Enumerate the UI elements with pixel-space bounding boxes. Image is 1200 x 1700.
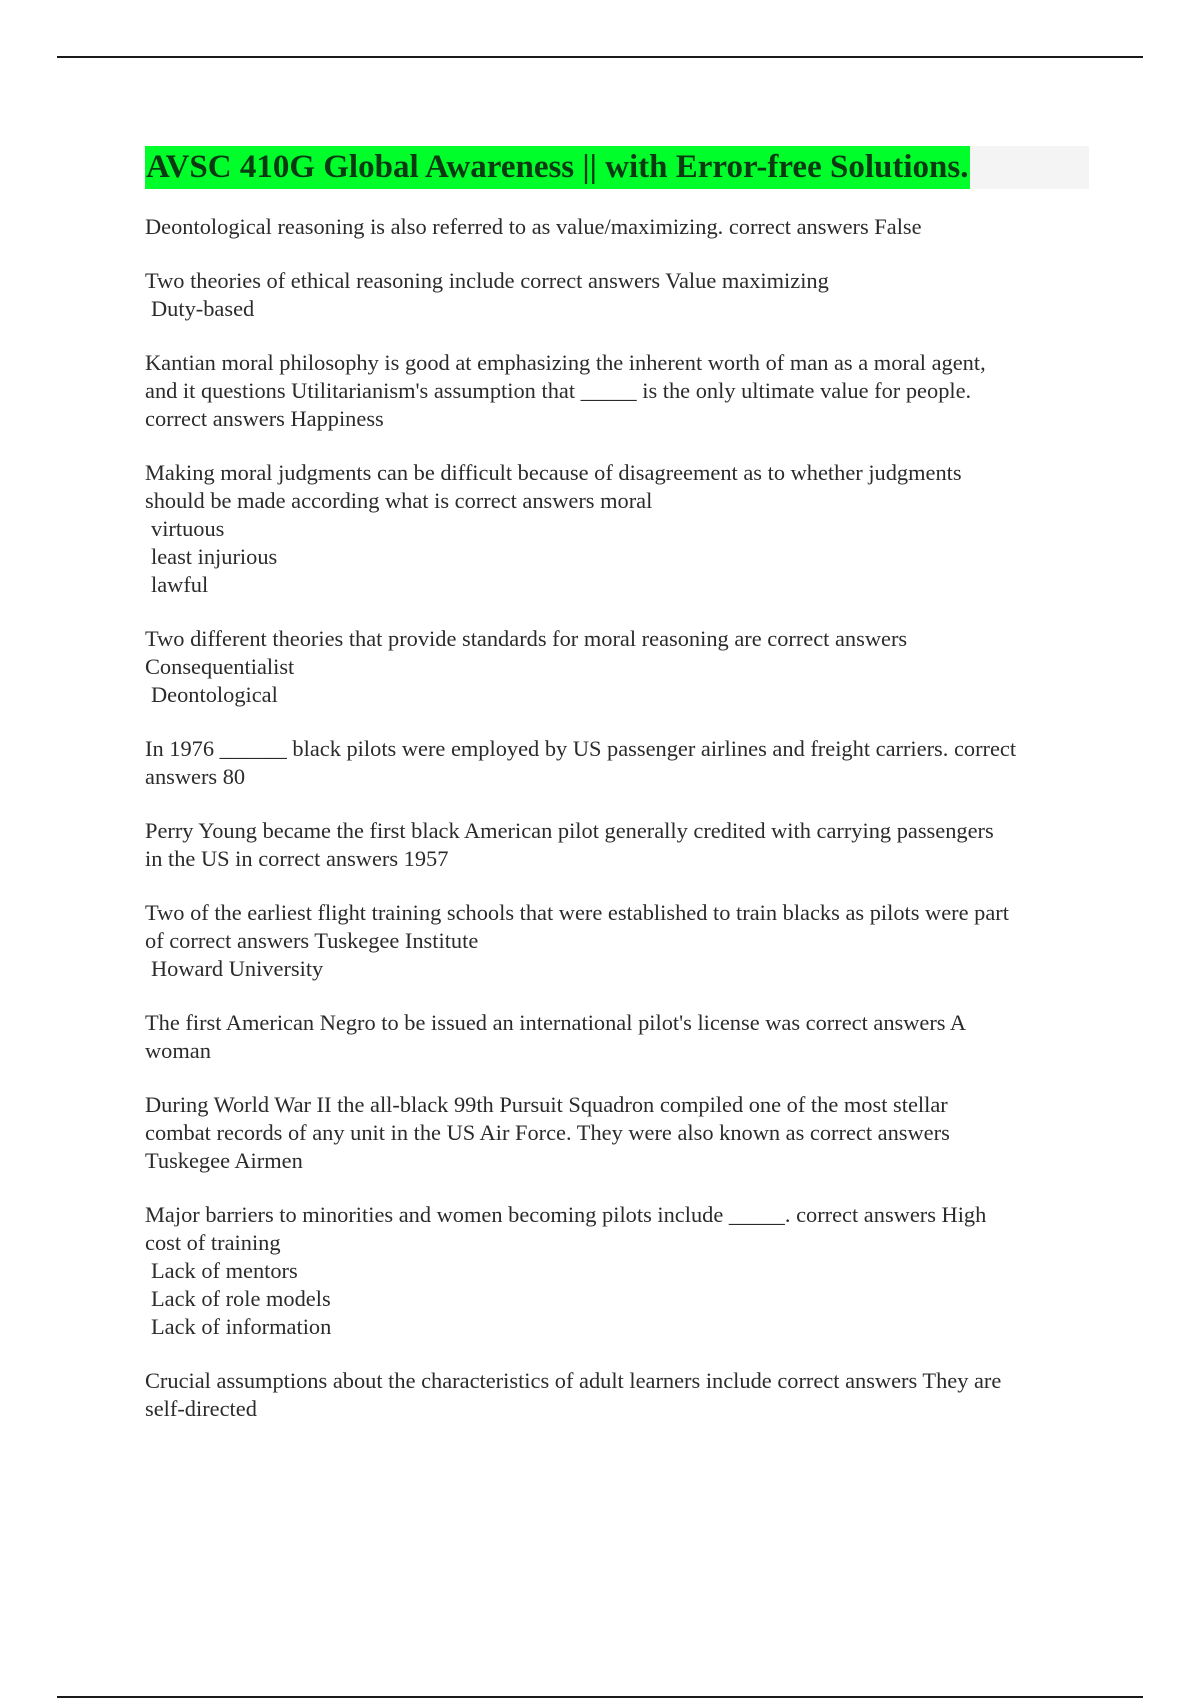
qa-entry (145, 1367, 1090, 1423)
qa-entry (145, 267, 1090, 323)
qa-entry (145, 459, 1090, 599)
entry-text-line: combat records of any unit in the US Air Force. They were also known as correct answers (145, 1120, 950, 1145)
answer-item: Howard University (151, 956, 324, 981)
entry-text-line: Two theories of ethical reasoning include correct answers Value maximizing (145, 268, 829, 293)
document-title: AVSC 410G Global Awareness || with Error-free Solutions. (145, 146, 970, 189)
entry-text-line: Tuskegee Airmen (145, 1148, 303, 1173)
qa-entry (145, 625, 1090, 709)
qa-entry (145, 735, 1090, 791)
answer-item: least injurious (151, 544, 278, 569)
answer-item: Deontological (151, 682, 278, 707)
answer-item: Lack of role models (151, 1286, 331, 1311)
entry-text-line: in the US in correct answers 1957 (145, 846, 449, 871)
entry-text-line: In 1976 ______ black pilots were employed by US passenger airlines and freight carriers. correct (145, 736, 1017, 761)
entry-text-line: Major barriers to minorities and women becoming pilots include _____. correct answers High (145, 1202, 987, 1227)
entry-text-line: woman (145, 1038, 211, 1063)
answer-item: lawful (151, 572, 209, 597)
qa-entry (145, 349, 1090, 433)
entry-text-line: Crucial assumptions about the characteristics of adult learners include correct answers They are (145, 1368, 1002, 1393)
answer-item: virtuous (151, 516, 225, 541)
entry-text-line: Making moral judgments can be difficult because of disagreement as to whether judgments (145, 460, 962, 485)
answer-item: Duty-based (151, 296, 255, 321)
qa-entry (145, 1091, 1090, 1175)
question-answer-list (145, 213, 1090, 1449)
entry-text-line: and it questions Utilitarianism's assumption that _____ is the only ultimate value for people. (145, 378, 972, 403)
answer-item: Lack of information (151, 1314, 332, 1339)
qa-entry (145, 1009, 1090, 1065)
entry-text-line: correct answers Happiness (145, 406, 384, 431)
entry-text-line: cost of training (145, 1230, 281, 1255)
entry-text-line: self-directed (145, 1396, 257, 1421)
entry-text-line: During World War II the all-black 99th Pursuit Squadron compiled one of the most stellar (145, 1092, 948, 1117)
answer-item: Lack of mentors (151, 1258, 298, 1283)
entry-text-line: Deontological reasoning is also referred to as value/maximizing. correct answers False (145, 214, 922, 239)
qa-entry (145, 899, 1090, 983)
entry-text-line: should be made according what is correct answers moral (145, 488, 653, 513)
qa-entry (145, 817, 1090, 873)
entry-text-line: Two of the earliest flight training schools that were established to train blacks as pilots were part (145, 900, 1009, 925)
bottom-rule (57, 1696, 1143, 1698)
title-banner (145, 146, 1089, 189)
qa-entry (145, 1201, 1090, 1341)
entry-text-line: Kantian moral philosophy is good at emphasizing the inherent worth of man as a moral agent, (145, 350, 986, 375)
entry-text-line: of correct answers Tuskegee Institute (145, 928, 479, 953)
qa-entry (145, 213, 1090, 241)
entry-text-line: The first American Negro to be issued an international pilot's license was correct answers A (145, 1010, 967, 1035)
top-rule (57, 56, 1143, 58)
entry-text-line: Two different theories that provide standards for moral reasoning are correct answers (145, 626, 908, 651)
entry-text-line: answers 80 (145, 764, 246, 789)
entry-text-line: Consequentialist (145, 654, 295, 679)
entry-text-line: Perry Young became the first black American pilot generally credited with carrying passengers (145, 818, 994, 843)
